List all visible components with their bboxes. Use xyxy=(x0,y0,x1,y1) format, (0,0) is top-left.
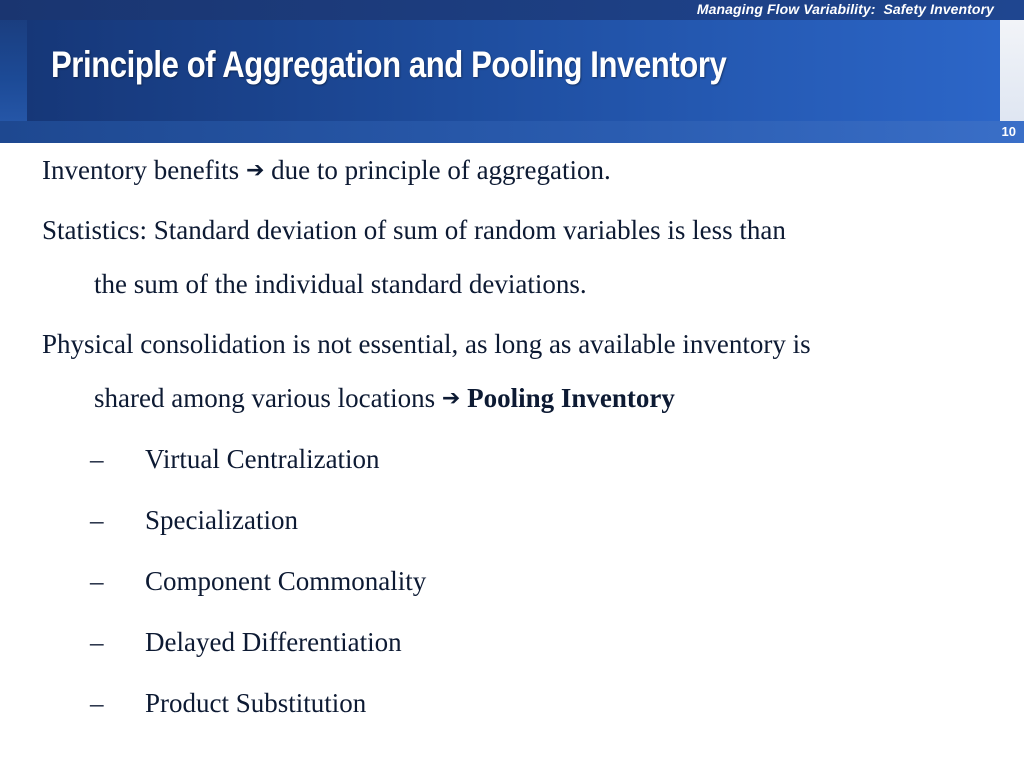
header-right-edge xyxy=(1000,20,1024,121)
subitem-label: Virtual Centralization xyxy=(145,444,380,474)
subitem-label: Product Substitution xyxy=(145,688,367,718)
arrow-right-icon: ➔ xyxy=(245,158,265,183)
dash-bullet: – xyxy=(90,627,104,657)
bullet-text-continued xyxy=(42,371,675,426)
bullet-text: due to principle of aggregation. xyxy=(271,155,611,185)
bullet-text: Statistics: Standard deviation of sum of random variables is less than xyxy=(42,215,786,245)
bullet-inventory-benefits xyxy=(42,143,1017,198)
subitem-product-substitution xyxy=(90,683,366,723)
subitem-label: Specialization xyxy=(145,505,298,535)
page-number: 10 xyxy=(1001,124,1016,139)
dash-bullet: – xyxy=(90,688,104,718)
subitem-component-commonality xyxy=(90,561,426,601)
bullet-text: shared among various locations xyxy=(94,383,436,413)
subitem-label: Delayed Differentiation xyxy=(145,627,402,657)
subitem-virtual-centralization xyxy=(90,439,380,479)
subitem-specialization xyxy=(90,500,298,540)
dash-bullet: – xyxy=(90,505,104,535)
bullet-text-continued: the sum of the individual standard deviations. xyxy=(94,269,587,299)
arrow-right-icon: ➔ xyxy=(441,386,461,411)
dash-bullet: – xyxy=(90,566,104,596)
dash-bullet: – xyxy=(90,444,104,474)
bullet-physical-consolidation xyxy=(42,317,1017,426)
bullet-text: Inventory benefits xyxy=(42,155,240,185)
pooling-inventory-label: Pooling Inventory xyxy=(467,383,675,413)
bullet-text: Physical consolidation is not essential, as long as available inventory is xyxy=(42,329,811,359)
header-band xyxy=(0,121,1024,143)
slide-title: Principle of Aggregation and Pooling Inventory xyxy=(51,44,727,85)
subitem-delayed-differentiation xyxy=(90,622,402,662)
subitem-label: Component Commonality xyxy=(145,566,427,596)
bullet-statistics xyxy=(42,203,1017,311)
header-subtitle: Managing Flow Variability: Safety Inventory xyxy=(696,1,994,17)
